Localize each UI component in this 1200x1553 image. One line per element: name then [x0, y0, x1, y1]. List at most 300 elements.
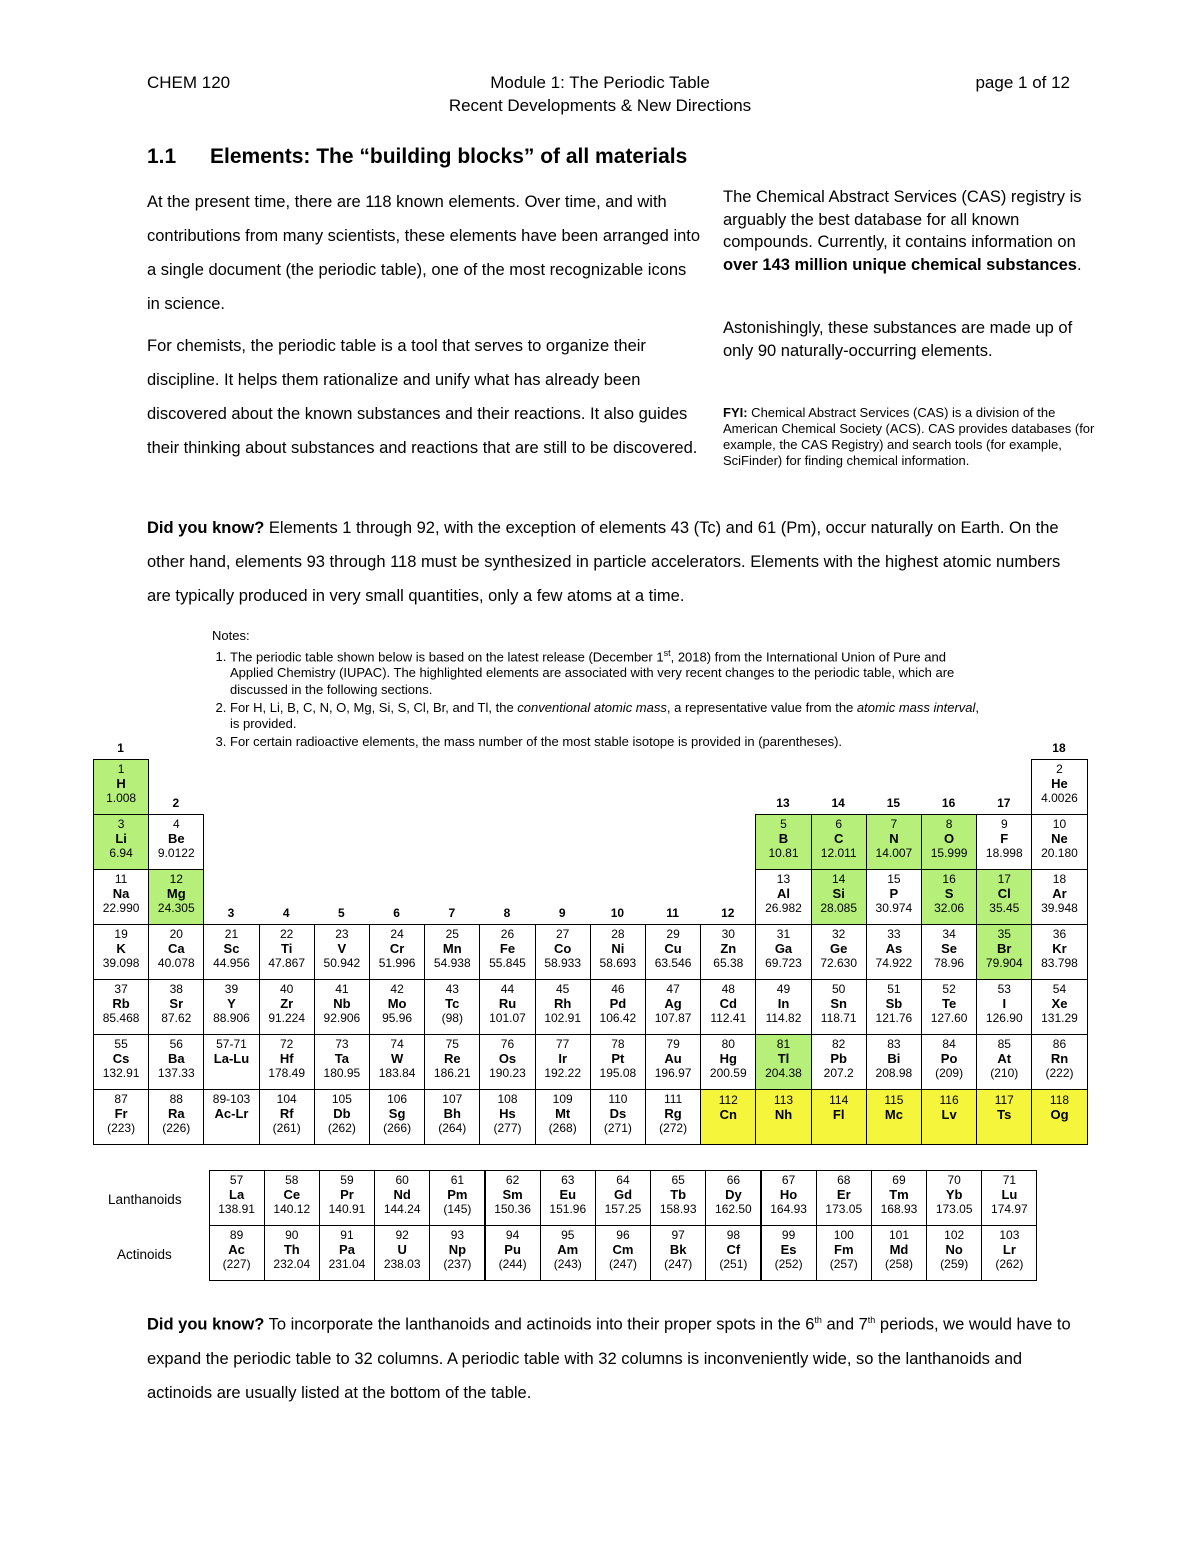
atomic-number: 51 [887, 982, 901, 996]
atomic-number: 118 [1049, 1093, 1070, 1107]
atomic-mass: 158.93 [659, 1202, 697, 1216]
element-cell-ar [1031, 869, 1087, 925]
element-symbol: Tc [445, 996, 460, 1011]
element-cell-na [93, 869, 149, 925]
atomic-number: 29 [666, 927, 680, 941]
atomic-mass: 232.04 [273, 1257, 311, 1271]
element-cell-xe [1031, 979, 1087, 1035]
atomic-number: 45 [556, 982, 570, 996]
atomic-number: 32 [832, 927, 846, 941]
element-cell-al [755, 869, 811, 925]
atomic-mass: 107.87 [654, 1011, 692, 1025]
atomic-number: 3 [117, 817, 125, 831]
atomic-mass: 178.49 [268, 1066, 306, 1080]
atomic-mass: 138.91 [218, 1202, 255, 1216]
atomic-mass: (247) [608, 1257, 637, 1271]
atomic-mass: 173.05 [935, 1202, 973, 1216]
atomic-number: 57 [229, 1173, 244, 1187]
atomic-mass: 95.96 [382, 1011, 413, 1025]
atomic-number: 56 [169, 1037, 183, 1051]
element-cell-sc [203, 924, 259, 980]
element-symbol: Ca [167, 941, 185, 956]
element-symbol: Na [112, 886, 130, 901]
element-cell-os [479, 1034, 535, 1090]
atomic-mass: 50.942 [323, 956, 361, 970]
atomic-mass: 72.630 [820, 956, 858, 970]
element-symbol: Bh [443, 1106, 461, 1121]
atomic-mass: 140.91 [328, 1202, 366, 1216]
element-cell-k [93, 924, 149, 980]
element-symbol: Si [832, 886, 845, 901]
atomic-mass: (272) [659, 1121, 688, 1135]
element-cell-cs [93, 1034, 149, 1090]
element-symbol: Mc [884, 1107, 903, 1122]
atomic-number: 103 [999, 1228, 1020, 1242]
fyi-label: FYI: [723, 405, 748, 420]
atomic-number: 101 [888, 1228, 909, 1242]
element-symbol: Cu [664, 941, 682, 956]
element-symbol: Sr [169, 996, 184, 1011]
element-symbol: Ge [830, 941, 848, 956]
element-symbol: Ac-Lr [214, 1106, 249, 1121]
atomic-number: 17 [997, 872, 1011, 886]
element-cell-in [755, 979, 811, 1035]
group-label-6: 6 [393, 906, 400, 920]
element-cell-hg [700, 1034, 756, 1090]
atomic-number: 94 [505, 1228, 520, 1242]
element-cell-si [811, 869, 867, 925]
element-cell-la-lu [203, 1034, 259, 1090]
element-cell-s [921, 869, 977, 925]
atomic-number: 67 [781, 1173, 796, 1187]
note-1 [230, 645, 992, 699]
atomic-number: 18 [1052, 872, 1067, 886]
atomic-number: 107 [442, 1092, 463, 1106]
atomic-number: 78 [611, 1037, 625, 1051]
atomic-mass: (258) [884, 1257, 913, 1271]
atomic-number: 87 [114, 1092, 128, 1106]
atomic-mass: 85.468 [102, 1011, 140, 1025]
group-label-9: 9 [558, 906, 566, 920]
atomic-mass: (98) [441, 1011, 463, 1025]
astonishingly-paragraph: Astonishingly, these substances are made up of only 90 naturally-occurring elements. [723, 319, 1073, 360]
lanthanoid-cell-lu [981, 1170, 1037, 1226]
atomic-number: 100 [833, 1228, 854, 1242]
element-cell-fe [479, 924, 535, 980]
actinoid-cell-cm [595, 1225, 651, 1281]
atomic-number: 62 [505, 1173, 520, 1187]
group-label-3: 3 [227, 906, 235, 920]
group-label-17: 17 [997, 796, 1011, 810]
actinoid-cell-fm [816, 1225, 872, 1281]
lanthanoid-cell-eu [540, 1170, 596, 1226]
atomic-mass: 40.078 [157, 956, 195, 970]
atomic-mass: 28.085 [820, 901, 858, 915]
element-cell-og [1031, 1089, 1087, 1145]
atomic-mass: 231.04 [328, 1257, 366, 1271]
note-2-text-b: , a representative value from the [666, 699, 857, 715]
actinoid-cell-th [264, 1225, 320, 1281]
element-symbol: Ac [228, 1242, 245, 1257]
element-symbol: Ru [498, 996, 517, 1011]
actinoid-cell-np [429, 1225, 485, 1281]
element-cell-ir [535, 1034, 591, 1090]
element-symbol: N [889, 831, 899, 846]
atomic-number: 96 [616, 1228, 630, 1242]
element-symbol: Mo [387, 996, 407, 1011]
note-2-text-c: , is provided. [230, 699, 980, 732]
intro-paragraph: At the present time, there are 118 known elements. Over time, and with contributions from many scientists, these elements have been arranged into a single document (the periodic table), one of the most recognizable icons in science. [147, 193, 701, 313]
atomic-number: 22 [280, 927, 294, 941]
group-label-13: 13 [776, 796, 790, 810]
atomic-number: 102 [944, 1228, 965, 1242]
group-label-1: 1 [117, 741, 124, 755]
element-cell-se [921, 924, 977, 980]
did-you-know-1 [147, 511, 1087, 613]
atomic-mass: 47.867 [268, 956, 306, 970]
atomic-mass: 22.990 [102, 901, 140, 915]
atomic-number: 39 [224, 982, 239, 996]
atomic-mass: (261) [272, 1121, 301, 1135]
atomic-mass: 106.42 [599, 1011, 637, 1025]
note-1-text: The periodic table shown below is based on the latest release (December 1 [230, 648, 664, 664]
did-you-know-2 [147, 1303, 1072, 1410]
atomic-mass: 132.91 [102, 1066, 140, 1080]
element-symbol: Dy [725, 1187, 742, 1202]
element-cell-p [866, 869, 922, 925]
actinoid-cell-md [871, 1225, 927, 1281]
element-symbol: Ta [334, 1051, 349, 1066]
atomic-number: 35 [997, 927, 1011, 941]
element-cell-rb [93, 979, 149, 1035]
atomic-number: 33 [887, 927, 901, 941]
atomic-number: 7 [890, 817, 898, 831]
lanthanoid-cell-ce [264, 1170, 320, 1226]
actinoid-cell-cf [705, 1225, 761, 1281]
atomic-number: 12 [169, 872, 183, 886]
element-symbol: Cm [612, 1242, 634, 1257]
atomic-mass: 183.84 [378, 1066, 416, 1080]
element-symbol: Ra [167, 1106, 185, 1121]
element-symbol: Sn [830, 996, 847, 1011]
atomic-number: 113 [773, 1093, 794, 1107]
element-symbol: Mn [442, 941, 462, 956]
element-cell-ra [148, 1089, 204, 1145]
chemists-paragraph: For chemists, the periodic table is a tool that serves to organize their discipline. It helps them rationalize and unify what has already been discovered about the known substances and their reactions. It also guides their thinking about substances and reactions that are still to be discovered. [147, 337, 698, 457]
element-cell-zn [700, 924, 756, 980]
element-symbol: F [1000, 831, 1009, 846]
atomic-mass: (247) [664, 1257, 693, 1271]
atomic-mass: 83.798 [1041, 956, 1078, 970]
section-number: 1.1 [147, 145, 177, 168]
atomic-number: 90 [285, 1228, 299, 1242]
element-cell-bi [866, 1034, 922, 1090]
did-you-know-label: Did you know? [147, 519, 265, 537]
element-symbol: Am [557, 1242, 579, 1257]
element-symbol: Md [889, 1242, 909, 1257]
element-symbol: Lr [1002, 1242, 1016, 1257]
element-cell-zr [259, 979, 315, 1035]
atomic-number: 93 [450, 1228, 465, 1242]
atomic-mass: (210) [990, 1066, 1019, 1080]
element-cell-ba [148, 1034, 204, 1090]
element-symbol: Rn [1050, 1051, 1069, 1066]
atomic-mass: 74.922 [875, 956, 913, 970]
atomic-mass: 144.24 [383, 1202, 421, 1216]
atomic-number: 97 [671, 1228, 685, 1242]
atomic-mass: 190.23 [489, 1066, 526, 1080]
element-cell-lv [921, 1089, 977, 1145]
atomic-mass: 168.93 [880, 1202, 918, 1216]
element-cell-ac-lr [203, 1089, 259, 1145]
atomic-number: 111 [663, 1092, 683, 1106]
element-symbol: Li [115, 831, 127, 846]
element-symbol: Sb [885, 996, 903, 1011]
group-label-16: 16 [941, 796, 956, 810]
atomic-number: 16 [942, 872, 956, 886]
lanthanoid-cell-la [209, 1170, 265, 1226]
atomic-number: 53 [997, 982, 1011, 996]
element-symbol: Pb [830, 1051, 847, 1066]
atomic-number: 14 [832, 872, 846, 886]
atomic-number: 65 [671, 1173, 685, 1187]
atomic-mass: 55.845 [489, 956, 526, 970]
dyk2-text-2: and 7 [821, 1315, 868, 1334]
element-cell-sr [148, 979, 204, 1035]
cas-paragraph [723, 186, 1108, 276]
atomic-mass: 30.974 [875, 901, 913, 915]
element-cell-rn [1031, 1034, 1087, 1090]
element-cell-ca [148, 924, 204, 980]
element-symbol: Pt [611, 1051, 625, 1066]
atomic-mass: (277) [493, 1121, 522, 1135]
element-symbol: Ts [997, 1107, 1012, 1122]
element-symbol: Bk [669, 1242, 687, 1257]
element-symbol: Pm [447, 1187, 468, 1202]
atomic-number: 50 [832, 982, 846, 996]
atomic-number: 23 [335, 927, 349, 941]
atomic-number: 104 [276, 1092, 297, 1106]
group-label-18: 18 [1052, 741, 1066, 755]
atomic-mass: (251) [719, 1257, 748, 1271]
element-cell-pb [811, 1034, 867, 1090]
element-symbol: Zn [720, 941, 737, 956]
atomic-number: 8 [945, 817, 953, 831]
group-label-10: 10 [610, 906, 625, 920]
atomic-number: 40 [280, 982, 294, 996]
atomic-mass: 208.98 [875, 1066, 913, 1080]
page-number: page 1 of 12 [975, 73, 1070, 92]
element-cell-ru [479, 979, 535, 1035]
element-symbol: Fl [832, 1107, 845, 1122]
atomic-mass: 65.38 [713, 956, 744, 970]
atomic-mass: 54.938 [433, 956, 471, 970]
element-cell-fr [93, 1089, 149, 1145]
atomic-mass: 101.07 [489, 1011, 526, 1025]
element-symbol: P [889, 886, 899, 901]
atomic-number: 1 [117, 762, 125, 776]
element-cell-te [921, 979, 977, 1035]
element-cell-ts [976, 1089, 1032, 1145]
atomic-mass: 14.007 [875, 846, 913, 860]
element-symbol: Tl [777, 1051, 790, 1066]
atomic-number: 114 [829, 1093, 849, 1107]
element-symbol: Nb [333, 996, 351, 1011]
element-cell-tc [424, 979, 480, 1035]
element-cell-mt [535, 1089, 591, 1145]
element-symbol: Cs [112, 1051, 130, 1066]
atomic-number: 41 [335, 982, 349, 996]
atomic-number: 25 [445, 927, 459, 941]
atomic-mass: 195.08 [599, 1066, 637, 1080]
actinoid-cell-es [761, 1225, 817, 1281]
module-subtitle: Recent Developments & New Directions [448, 96, 752, 115]
atomic-mass: 24.305 [157, 901, 195, 915]
note-1-text-b: , 2018) from the International Union of Pure and Applied Chemistry (IUPAC). The highlighted elements are associated with very recent changes to the periodic table, which are discussed in the following sections. [230, 648, 955, 697]
element-cell-ti [259, 924, 315, 980]
atomic-number: 71 [1002, 1173, 1017, 1187]
element-cell-nb [314, 979, 370, 1035]
atomic-mass: (237) [443, 1257, 472, 1271]
element-symbol: U [397, 1242, 407, 1257]
atomic-mass: (268) [548, 1121, 577, 1135]
element-symbol: W [390, 1051, 404, 1066]
atomic-mass: (262) [995, 1257, 1024, 1271]
element-symbol: Bi [887, 1051, 901, 1066]
element-cell-o [921, 814, 977, 870]
element-symbol: Db [333, 1106, 351, 1121]
element-symbol: Zr [280, 996, 294, 1011]
atomic-number: 46 [611, 982, 625, 996]
group-label-11: 11 [666, 906, 679, 920]
dyk2-text-3: periods, we would have to expand the periodic table to 32 columns. A periodic table with 32 columns is inconveniently wide, so the lanthanoids and actinoids are usually listed at the bottom of the table. [147, 1315, 1071, 1402]
atomic-number: 47 [666, 982, 680, 996]
atomic-mass: (264) [438, 1121, 467, 1135]
lanthanoid-cell-dy [705, 1170, 761, 1226]
atomic-number: 98 [726, 1228, 741, 1242]
atomic-number: 81 [776, 1037, 791, 1051]
atomic-mass: 238.03 [383, 1257, 421, 1271]
element-symbol: Cr [389, 941, 405, 956]
element-cell-sb [866, 979, 922, 1035]
element-cell-sn [811, 979, 867, 1035]
element-cell-f [976, 814, 1032, 870]
section-title: Elements: The “building blocks” of all materials [210, 145, 688, 168]
lanthanoid-cell-tb [650, 1170, 706, 1226]
atomic-mass: 140.12 [273, 1202, 311, 1216]
element-cell-at [976, 1034, 1032, 1090]
atomic-number: 52 [942, 982, 956, 996]
atomic-number: 99 [781, 1228, 796, 1242]
atomic-mass: (223) [107, 1121, 136, 1135]
cas-end: . [1076, 255, 1082, 274]
atomic-number: 10 [1052, 817, 1067, 831]
element-cell-ne [1031, 814, 1087, 870]
element-symbol: Ne [1051, 831, 1068, 846]
atomic-number: 106 [387, 1092, 408, 1106]
element-symbol: Yb [945, 1187, 963, 1202]
atomic-mass: 1.008 [106, 791, 137, 805]
element-symbol: S [944, 886, 954, 901]
element-symbol: Ce [283, 1187, 301, 1202]
note-2-text: For H, Li, B, C, N, O, Mg, Si, S, Cl, Br, and Tl, the [230, 699, 518, 715]
element-cell-ge [811, 924, 867, 980]
atomic-number: 115 [884, 1093, 904, 1107]
element-cell-cu [645, 924, 701, 980]
dyk2-sup-2: th [867, 1315, 876, 1325]
element-symbol: Fe [499, 941, 516, 956]
element-symbol: Hf [279, 1051, 294, 1066]
element-symbol: C [833, 831, 844, 846]
lanthanoid-cell-nd [374, 1170, 430, 1226]
cas-text: The Chemical Abstract Services (CAS) registry is arguably the best database for all known compounds. Currently, it contains information on [723, 188, 1082, 251]
element-symbol: Th [283, 1242, 300, 1257]
element-symbol: Hg [719, 1051, 737, 1066]
atomic-mass: 51.996 [378, 956, 416, 970]
atomic-mass: (222) [1045, 1066, 1074, 1080]
element-symbol: Lv [941, 1107, 957, 1122]
element-cell-v [314, 924, 370, 980]
atomic-number: 70 [947, 1173, 961, 1187]
element-symbol: Sm [502, 1187, 523, 1202]
element-cell-cn [700, 1089, 756, 1145]
group-label-4: 4 [282, 906, 290, 920]
element-cell-n [866, 814, 922, 870]
element-symbol: Tm [889, 1187, 909, 1202]
element-cell-tl [755, 1034, 811, 1090]
element-cell-ag [645, 979, 701, 1035]
element-symbol: Pa [339, 1242, 355, 1257]
element-symbol: H [116, 776, 126, 791]
atomic-mass: (266) [383, 1121, 412, 1135]
atomic-number: 92 [395, 1228, 409, 1242]
atomic-mass: 150.36 [494, 1202, 531, 1216]
atomic-mass: 69.723 [765, 956, 802, 970]
atomic-number: 109 [552, 1092, 573, 1106]
did-you-know-2-label: Did you know? [147, 1315, 265, 1334]
atomic-number: 49 [776, 982, 791, 996]
actinoid-cell-pa [319, 1225, 375, 1281]
atomic-mass: 127.60 [930, 1011, 968, 1025]
atomic-mass: 151.96 [549, 1202, 587, 1216]
atomic-mass: (145) [443, 1202, 472, 1216]
cas-bold-text: over 143 million unique chemical substances [723, 255, 1077, 274]
atomic-mass: 157.25 [604, 1202, 642, 1216]
element-symbol: Pr [340, 1187, 354, 1202]
notes-title: Notes: [212, 628, 250, 643]
element-cell-po [921, 1034, 977, 1090]
element-cell-c [811, 814, 867, 870]
atomic-number: 6 [835, 817, 843, 831]
actinoid-cell-lr [981, 1225, 1037, 1281]
element-cell-ds [590, 1089, 646, 1145]
atomic-number: 117 [994, 1093, 1014, 1107]
element-cell-as [866, 924, 922, 980]
atomic-number: 9 [1000, 817, 1008, 831]
atomic-mass: 162.50 [715, 1202, 752, 1216]
atomic-number: 5 [780, 817, 787, 831]
element-symbol: B [778, 831, 789, 846]
lanthanoid-cell-ho [761, 1170, 817, 1226]
atomic-mass: 200.59 [709, 1066, 747, 1080]
element-cell-nh [755, 1089, 811, 1145]
fyi-note [723, 405, 1108, 469]
element-symbol: Ti [281, 941, 293, 956]
atomic-mass: 180.95 [323, 1066, 361, 1080]
element-symbol: Rg [664, 1106, 682, 1121]
element-symbol: Mg [166, 886, 186, 901]
atomic-mass: (271) [603, 1121, 632, 1135]
